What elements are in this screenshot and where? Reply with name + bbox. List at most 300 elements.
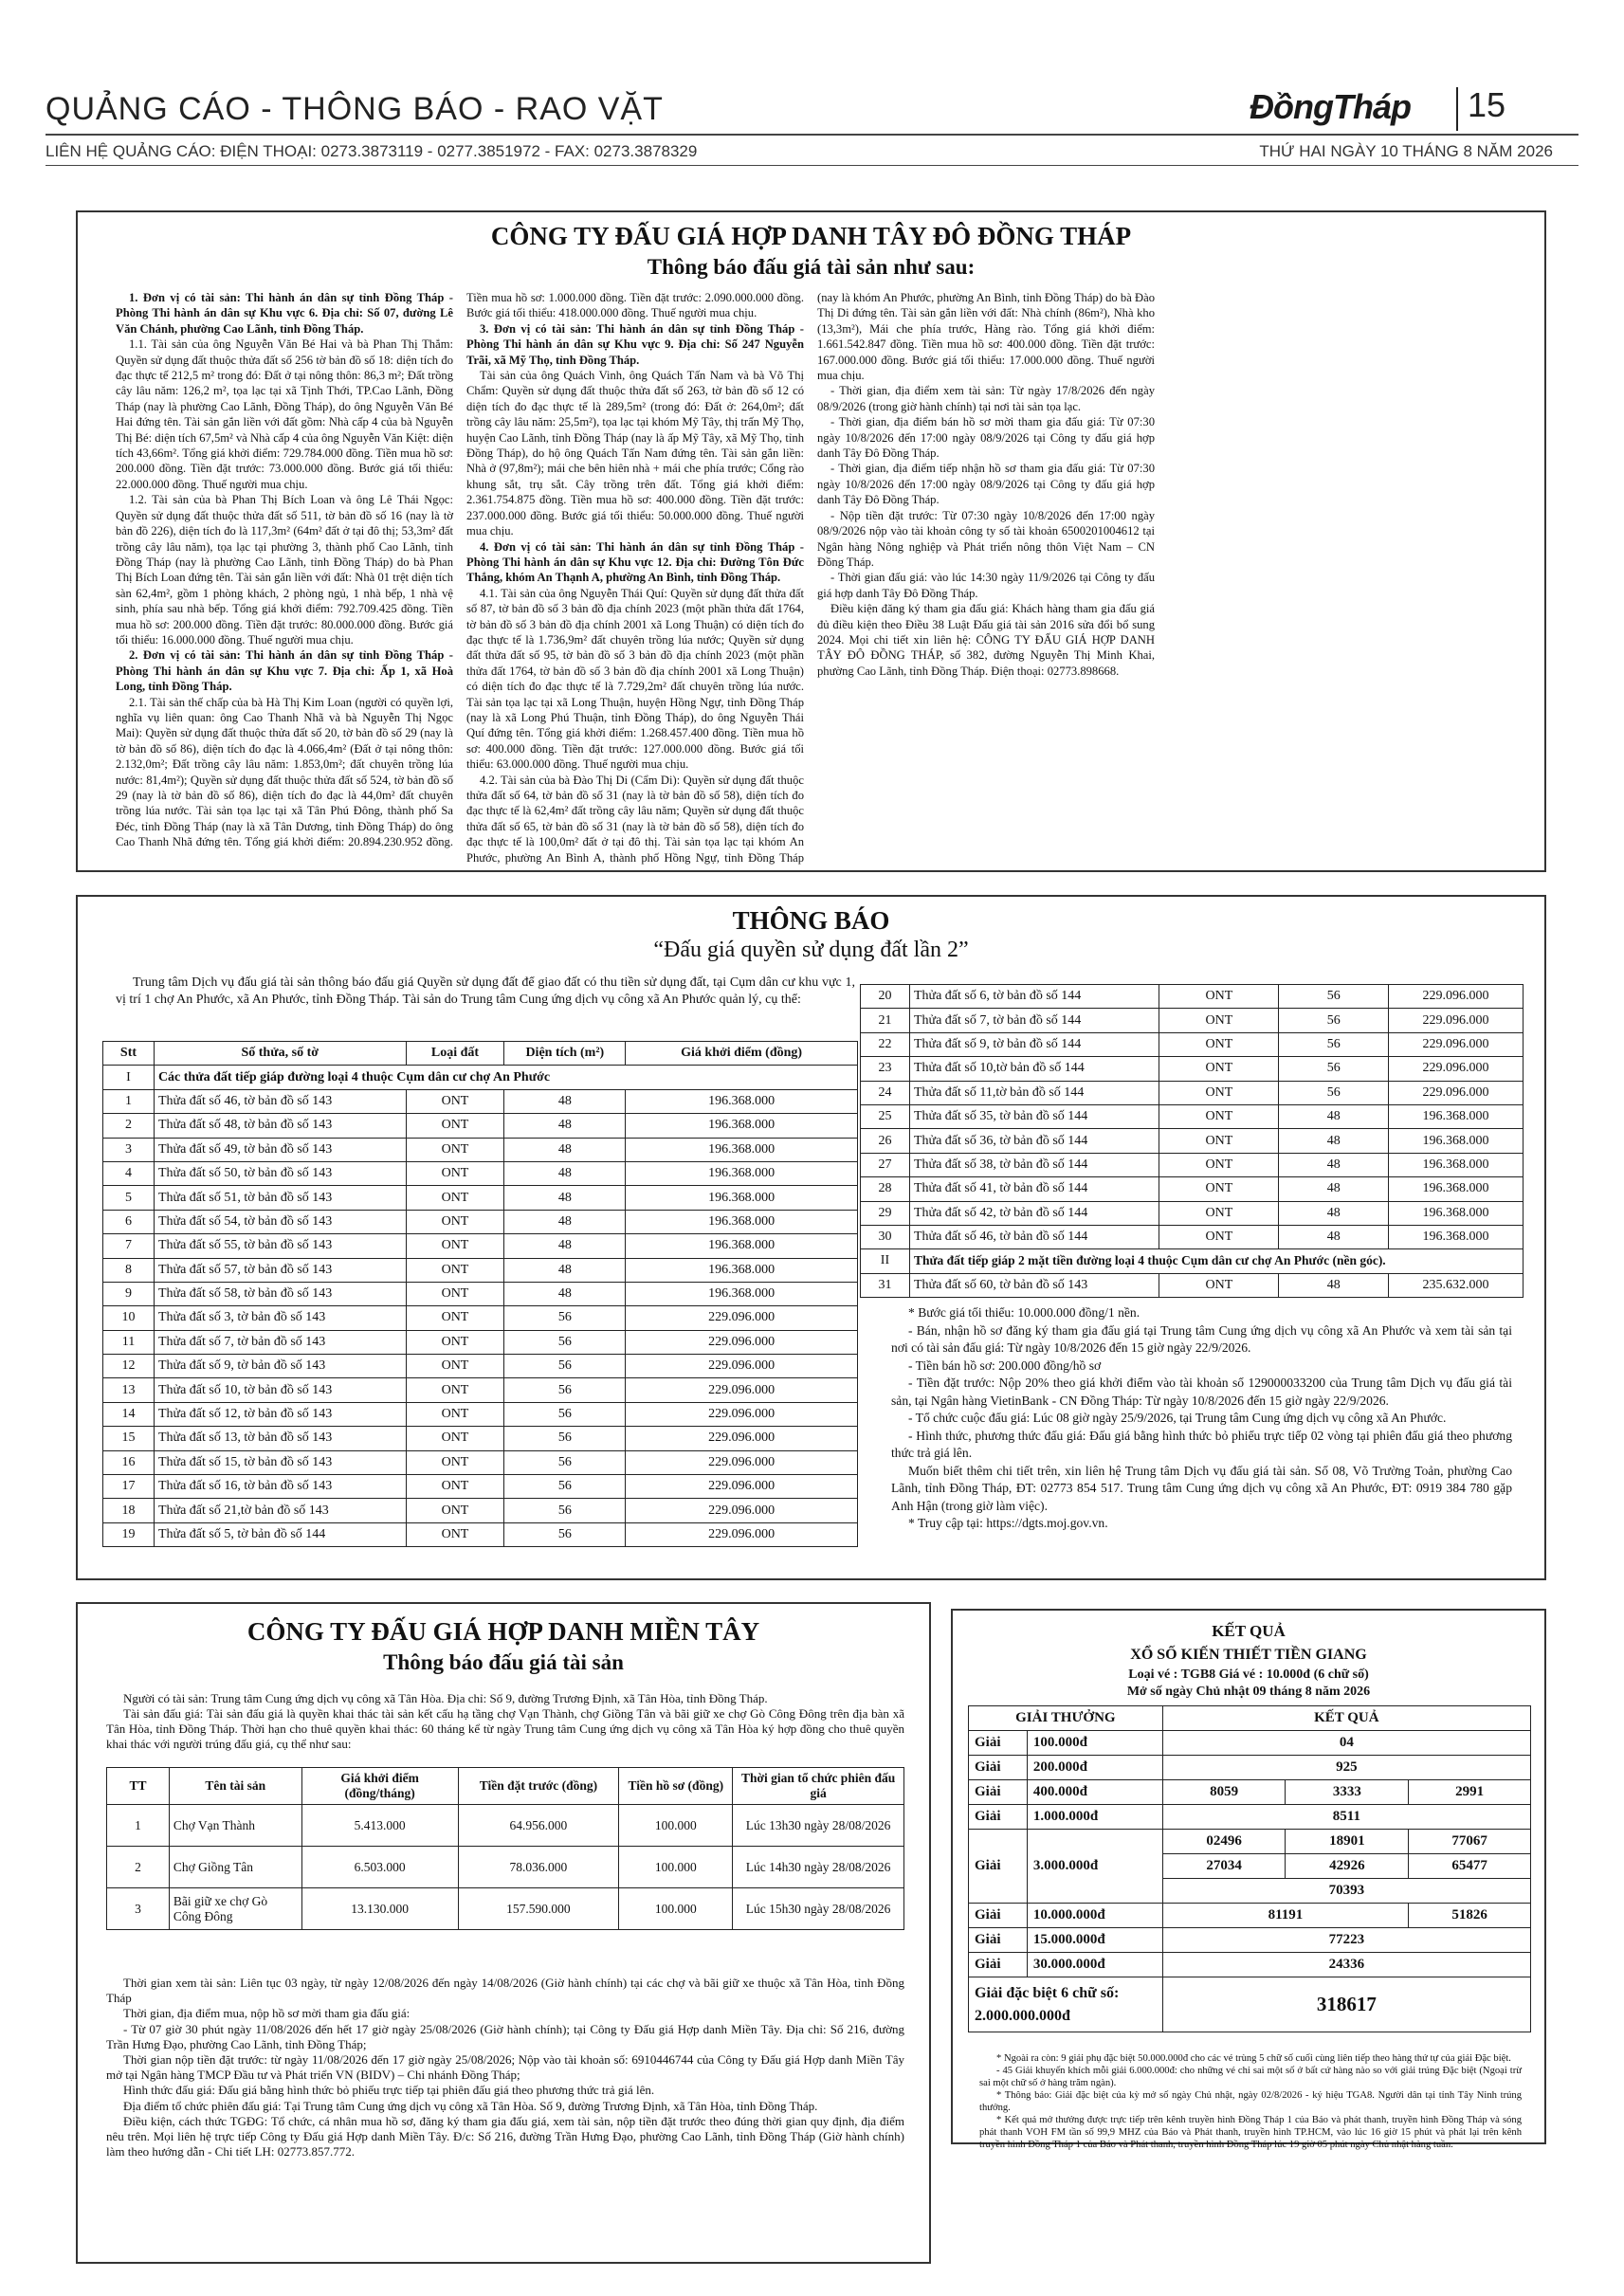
table-cell: Thửa đất số 10, tờ bản đồ số 143 bbox=[154, 1378, 406, 1402]
table-cell: ONT bbox=[406, 1234, 504, 1258]
table-cell: Bãi giữ xe chợ Gò Công Đông bbox=[169, 1888, 301, 1930]
winning-number: 51826 bbox=[1409, 1904, 1531, 1928]
table-cell: 27 bbox=[861, 1153, 910, 1176]
table-cell: 18 bbox=[103, 1499, 155, 1522]
notice-paragraph: Tài sản của ông Quách Vinh, ông Quách Tấn Nam và bà Võ Thị Chẩm: Quyền sử dụng đất thuộc thửa đất số 263, tờ bản đồ số 12 có diện tích đo đạc thực tế là 289,5m² (trong đó: Đất ở: 264,0m²; đất trồng cây lâu năm: 25,5m²), tọa lạc tại khóm Mỹ Tây, thị trấn Mỹ Thọ, huyện Cao Lãnh, tỉnh Đồng Tháp (nay là ấp Mỹ Tây, xã Mỹ Thọ, tỉnh Đồng Tháp), do hộ ông Quách Tấn Nam đứng tên. Tài sản gắn liền: Nhà ở (97,8m²); mái che bên hiên nhà + mái che phía trước; Cổng rào khung sắt, trụ sắt. Cây trồng trên đất. Tổng giá khởi điểm: 2.361.754.875 đồng. Tiền mua hồ sơ: 400.000 đồng. Tiền đặt trước: 237.000.000 đồng. Bước giá tối thiểu: 50.000.000 đồng. Thuế người mua chịu. bbox=[466, 369, 804, 538]
table-row bbox=[861, 1104, 1524, 1128]
column-header: Stt bbox=[103, 1042, 155, 1066]
table-cell: 13.130.000 bbox=[301, 1888, 458, 1930]
table-cell: 56 bbox=[504, 1355, 626, 1378]
table-cell: 196.368.000 bbox=[626, 1089, 858, 1113]
table-row bbox=[103, 1378, 858, 1402]
prize-header: GIẢI THƯỞNG bbox=[969, 1706, 1163, 1731]
prize-label: Giải bbox=[969, 1780, 1028, 1805]
auction-terms bbox=[106, 1976, 904, 2159]
auction-terms bbox=[891, 1304, 1512, 1533]
table-cell: Thửa đất số 35, tờ bản đồ số 144 bbox=[909, 1104, 1159, 1128]
table-cell: 28 bbox=[861, 1177, 910, 1201]
term-paragraph: * Bước giá tối thiểu: 10.000.000 đồng/1 nền. bbox=[908, 1305, 1140, 1320]
table-cell: 56 bbox=[1279, 1057, 1389, 1081]
notice-paragraph: 1.1. Tài sản của ông Nguyễn Văn Bé Hai và bà Phan Thị Thắm: Quyền sử dụng đất thuộc thửa đất số 256 tờ bản đồ số 18: diện tích đo đạc thực tế 212,5 m² trong đó: Đất ở tại nông thôn: 86,3 m²; Đất trồng cây lâu năm: 126,2 m², tọa lạc tại xã Tịnh Thới, TP.Cao Lãnh, Đồng Tháp (nay là phường Cao Lãnh, Đồng Tháp), do ông Nguyễn Văn Bé Hai đứng tên. Tài sản gắn liền với đất gồm: Nhà cấp 4 của bà Nguyễn Thị Bé: diện tích 67,5m² và Nhà cấp 4 của ông Nguyễn Văn Kiệt: diện tích 43,66m². Tổng giá khởi điểm: 729.784.000 đồng. Tiền mua hồ sơ: 200.000 đồng. Tiền đặt trước: 73.000.000 đồng. Bước giá tối thiểu: 22.000.000 đồng. Thuế người mua chịu. bbox=[116, 337, 453, 491]
table-cell: Thửa đất số 16, tờ bản đồ số 143 bbox=[154, 1475, 406, 1499]
table-cell: ONT bbox=[406, 1355, 504, 1378]
table-cell: Thửa đất số 46, tờ bản đồ số 144 bbox=[909, 1225, 1159, 1248]
note-paragraph: * Thông báo: Giải đặc biệt của kỳ mở số ngày Chủ nhật, ngày 02/8/2026 - ký hiệu TGA8. Người dân tại tỉnh Tây Ninh trúng thưởng. bbox=[979, 2090, 1522, 2113]
table-cell: 56 bbox=[504, 1330, 626, 1354]
table-row bbox=[103, 1138, 858, 1161]
table-row bbox=[861, 1057, 1524, 1081]
table-row bbox=[107, 1888, 904, 1930]
table-cell: Thửa đất số 5, tờ bản đồ số 144 bbox=[154, 1522, 406, 1546]
table-row bbox=[103, 1475, 858, 1499]
table-cell: Thửa đất số 48, tờ bản đồ số 143 bbox=[154, 1114, 406, 1138]
table-cell: 56 bbox=[504, 1306, 626, 1330]
table-cell: Lúc 13h30 ngày 28/08/2026 bbox=[733, 1805, 904, 1847]
winning-number: 65477 bbox=[1409, 1854, 1531, 1879]
table-cell: ONT bbox=[1159, 1057, 1279, 1081]
table-cell: 2 bbox=[103, 1114, 155, 1138]
winning-number: 42926 bbox=[1286, 1854, 1409, 1879]
notice-intro bbox=[116, 975, 855, 1009]
notice-body bbox=[116, 290, 1505, 866]
prize-row bbox=[969, 1780, 1531, 1805]
section-title: QUẢNG CÁO - THÔNG BÁO - RAO VẶT bbox=[46, 91, 664, 127]
table-cell: 196.368.000 bbox=[1389, 1201, 1524, 1225]
table-cell: ONT bbox=[406, 1258, 504, 1282]
winning-number: 24336 bbox=[1162, 1953, 1530, 1977]
group-number: II bbox=[861, 1249, 910, 1273]
table-cell: 2 bbox=[107, 1847, 170, 1888]
notice-paragraph: 4. Đơn vị có tài sản: Thi hành án dân sự tỉnh Đồng Tháp - Phòng Thi hành án dân sự Khu vực 12. Địa chỉ: Đường Tôn Đức Thắng, khóm An Thạnh A, phường An Bình, tỉnh Đồng Tháp. bbox=[466, 539, 804, 585]
table-cell: ONT bbox=[406, 1378, 504, 1402]
table-cell: 6 bbox=[103, 1210, 155, 1233]
table-cell: 235.632.000 bbox=[1389, 1273, 1524, 1297]
table-cell: Thửa đất số 58, tờ bản đồ số 143 bbox=[154, 1282, 406, 1305]
table-cell: 100.000 bbox=[619, 1888, 733, 1930]
table-cell: 6.503.000 bbox=[301, 1847, 458, 1888]
notice-paragraph: - Thời gian, địa điểm xem tài sản: Từ ngày 17/8/2026 đến ngày 08/9/2026 (trong giờ hành chính) tại nơi tài sản tọa lạc. bbox=[817, 384, 1155, 413]
table-cell: Thửa đất số 9, tờ bản đồ số 144 bbox=[909, 1032, 1159, 1056]
table-cell: 26 bbox=[861, 1129, 910, 1153]
table-cell: 157.590.000 bbox=[458, 1888, 619, 1930]
table-cell: 196.368.000 bbox=[626, 1138, 858, 1161]
table-cell: ONT bbox=[406, 1161, 504, 1185]
table-cell: 229.096.000 bbox=[626, 1427, 858, 1450]
table-cell: Thửa đất số 15, tờ bản đồ số 143 bbox=[154, 1450, 406, 1474]
table-cell: 196.368.000 bbox=[626, 1234, 858, 1258]
table-cell: 48 bbox=[1279, 1104, 1389, 1128]
prize-row bbox=[969, 1805, 1531, 1830]
table-cell: Thửa đất số 9, tờ bản đồ số 143 bbox=[154, 1355, 406, 1378]
winning-number: 8511 bbox=[1162, 1805, 1530, 1830]
table-cell: 56 bbox=[1279, 1081, 1389, 1104]
table-cell: Thửa đất số 41, tờ bản đồ số 144 bbox=[909, 1177, 1159, 1201]
table-cell: Lúc 14h30 ngày 28/08/2026 bbox=[733, 1847, 904, 1888]
table-cell: 229.096.000 bbox=[1389, 985, 1524, 1009]
table-cell: ONT bbox=[1159, 1032, 1279, 1056]
table-row bbox=[103, 1427, 858, 1450]
group-number: I bbox=[103, 1066, 155, 1089]
column-header: Giá khởi điểm (đồng/tháng) bbox=[301, 1768, 458, 1805]
term-paragraph: - Tổ chức cuộc đấu giá: Lúc 08 giờ ngày 25/9/2026, tại Trung tâm Cung ứng dịch vụ công xã An Phước. bbox=[908, 1411, 1447, 1425]
prize-table bbox=[968, 1705, 1531, 2032]
column-header: Số thửa, số tờ bbox=[154, 1042, 406, 1066]
prize-row bbox=[969, 1928, 1531, 1953]
header-rule-2 bbox=[46, 165, 1578, 166]
table-cell: 24 bbox=[861, 1081, 910, 1104]
notice-subtitle: “Đấu giá quyền sử dụng đất lần 2” bbox=[653, 938, 969, 962]
winning-number: 2991 bbox=[1409, 1780, 1531, 1805]
table-cell: 48 bbox=[504, 1114, 626, 1138]
term-paragraph: Muốn biết thêm chi tiết trên, xin liên hệ Trung tâm Dịch vụ đấu giá tài sản. Số 08, Võ Trường Toản, phường Cao Lãnh, tỉnh Đồng Tháp, ĐT: 02773 854 517. Trung tâm Cung ứng dịch vụ công xã An Phước, ĐT: 0919 384 780 gặp Anh Hận (trong giờ làm việc). bbox=[891, 1463, 1512, 1513]
table-cell: Lúc 15h30 ngày 28/08/2026 bbox=[733, 1888, 904, 1930]
table-cell: ONT bbox=[1159, 1009, 1279, 1032]
prize-label: Giải bbox=[969, 1928, 1028, 1953]
table-cell: 22 bbox=[861, 1032, 910, 1056]
table-cell: 196.368.000 bbox=[626, 1258, 858, 1282]
table-cell: Thửa đất số 57, tờ bản đồ số 143 bbox=[154, 1258, 406, 1282]
table-cell: 229.096.000 bbox=[1389, 1081, 1524, 1104]
ticket-info: Loại vé : TGB8 Giá vé : 10.000đ (6 chữ số) bbox=[1128, 1667, 1369, 1682]
table-cell: ONT bbox=[406, 1282, 504, 1305]
table-cell: Thửa đất số 38, tờ bản đồ số 144 bbox=[909, 1153, 1159, 1176]
table-row bbox=[103, 1450, 858, 1474]
table-cell: 64.956.000 bbox=[458, 1805, 619, 1847]
table-cell: 229.096.000 bbox=[1389, 1009, 1524, 1032]
notice-paragraph: 1.2. Tài sản của bà Phan Thị Bích Loan và ông Lê Thái Ngọc: Quyền sử dụng đất thuộc thửa đất số 511, tờ bản đồ số 16 (nay là tờ bản đồ 226), diện tích đo là 117,3m² (64m² đất ở tại đô thị; 53,3m² đất trồng cây lâu năm), tọa lạc tại phường 3, thành phố Cao Lãnh, tỉnh Đồng Tháp (nay là phường Cao Lãnh, tỉnh Đồng Tháp) do bà Phan Thị Bích Loan đứng tên. Tài sản gắn liền với đất: Nhà 01 trệt diện tích sàn 62,4m², gồm 1 phòng khách, 2 phòng ngủ, 1 nhà bếp, 1 nhà vệ sinh, phía sau nhà bếp. Tổng giá khởi điểm: 792.709.425 đồng. Tiền mua hồ sơ: 200.000 đồng. Tiền đặt trước: 80.000.000 đồng. Bước giá tối thiểu: 16.000.000 đồng. Thuế người mua chịu. bbox=[116, 493, 453, 647]
group-row bbox=[861, 1249, 1524, 1273]
table-cell: 196.368.000 bbox=[1389, 1177, 1524, 1201]
issue-date: THỨ HAI NGÀY 10 THÁNG 8 NĂM 2026 bbox=[1259, 142, 1553, 160]
notice-subtitle: Thông báo đấu giá tài sản bbox=[383, 1650, 624, 1674]
table-cell: ONT bbox=[1159, 1129, 1279, 1153]
table-cell: 229.096.000 bbox=[626, 1355, 858, 1378]
table-cell: Thửa đất số 55, tờ bản đồ số 143 bbox=[154, 1234, 406, 1258]
header-rule bbox=[46, 134, 1578, 136]
auction-notice-tay-do bbox=[76, 210, 1546, 872]
notice-paragraph: - Nộp tiền đặt trước: Từ 07:30 ngày 10/8/2026 đến 17:00 ngày 08/9/2026 nộp vào tài khoản công ty số tài khoản 6500201004612 tại Ngân hàng Nông nghiệp và Phát triển nông thôn Việt Nam – CN Đồng Tháp. bbox=[817, 508, 1155, 569]
table-row bbox=[103, 1089, 858, 1113]
table-cell: 20 bbox=[861, 985, 910, 1009]
lottery-name: XỔ SỐ KIẾN THIẾT TIỀN GIANG bbox=[1130, 1647, 1367, 1663]
draw-date: Mở số ngày Chủ nhật 09 tháng 8 năm 2026 bbox=[1126, 1685, 1371, 1699]
table-cell: 30 bbox=[861, 1225, 910, 1248]
table-row bbox=[103, 1186, 858, 1210]
term-paragraph: Thời gian xem tài sản: Liên tục 03 ngày, từ ngày 12/08/2026 đến ngày 14/08/2026 (Giờ hành chính) tại các chợ và bãi giữ xe thuộc xã Tân Hòa, tỉnh Đồng Tháp bbox=[106, 1976, 904, 2006]
table-cell: Chợ Vạn Thành bbox=[169, 1805, 301, 1847]
table-cell: Chợ Giồng Tân bbox=[169, 1847, 301, 1888]
term-paragraph: - Bán, nhận hồ sơ đăng ký tham gia đấu giá tại Trung tâm Cung ứng dịch vụ công xã An Phước và xem tài sản tại nơi có tài sản đấu giá: Từ ngày 10/8/2026 đến 15 giờ ngày 22/9/2026. bbox=[891, 1322, 1512, 1355]
table-cell: 56 bbox=[504, 1522, 626, 1546]
special-number: 318617 bbox=[1162, 1977, 1530, 2032]
table-cell: 48 bbox=[1279, 1153, 1389, 1176]
prize-amount: 30.000.000đ bbox=[1027, 1953, 1162, 1977]
table-cell: 10 bbox=[103, 1306, 155, 1330]
table-cell: ONT bbox=[406, 1522, 504, 1546]
table-cell: ONT bbox=[1159, 1201, 1279, 1225]
table-cell: ONT bbox=[1159, 1273, 1279, 1297]
table-cell: 31 bbox=[861, 1273, 910, 1297]
intro-text: Trung tâm Dịch vụ đấu giá tài sản thông báo đấu giá Quyền sử dụng đất để giao đất có thu tiền sử dụng đất, tại Cụm dân cư khu vực 1, vị trí 1 chợ An Phước, xã An Phước, tỉnh Đồng Tháp. Tài sản do Trung tâm Cung ứng dịch vụ công xã An Phước quản lý, cụ thể: bbox=[116, 975, 855, 1007]
winning-number: 70393 bbox=[1162, 1879, 1530, 1904]
table-cell: 48 bbox=[1279, 1129, 1389, 1153]
table-cell: Thửa đất số 54, tờ bản đồ số 143 bbox=[154, 1210, 406, 1233]
table-row bbox=[861, 1009, 1524, 1032]
table-cell: 48 bbox=[504, 1138, 626, 1161]
table-cell: 12 bbox=[103, 1355, 155, 1378]
table-cell: 8 bbox=[103, 1258, 155, 1282]
notice-intro bbox=[106, 1691, 904, 1752]
table-cell: ONT bbox=[406, 1402, 504, 1426]
company-name: CÔNG TY ĐẤU GIÁ HỢP DANH MIỀN TÂY bbox=[246, 1617, 760, 1646]
table-cell: 48 bbox=[504, 1186, 626, 1210]
winning-number: 02496 bbox=[1162, 1830, 1286, 1854]
table-cell: 56 bbox=[1279, 1032, 1389, 1056]
winning-number: 925 bbox=[1162, 1756, 1530, 1780]
auction-notice-mien-tay bbox=[76, 1602, 931, 2264]
prize-label: Giải bbox=[969, 1830, 1028, 1904]
prize-row bbox=[969, 1904, 1531, 1928]
notice-paragraph: - Thời gian, địa điểm tiếp nhận hồ sơ tham gia đấu giá: Từ 07:30 ngày 10/8/2026 đến 17:00 ngày 08/9/2026 tại Công ty đấu giá hợp danh Tây Đô Đồng Tháp. bbox=[817, 462, 1155, 507]
table-cell: Thửa đất số 10,tờ bản đồ số 144 bbox=[909, 1057, 1159, 1081]
group-label: Thửa đất tiếp giáp 2 mặt tiền đường loại 4 thuộc Cụm dân cư chợ An Phước (nền góc). bbox=[909, 1249, 1523, 1273]
table-cell: 78.036.000 bbox=[458, 1847, 619, 1888]
notice-paragraph: 2. Đơn vị có tài sản: Thi hành án dân sự tỉnh Đồng Tháp - Phòng Thi hành án dân sự Khu vực 7. Địa chỉ: Ấp 1, xã Hoà Long, tỉnh Đồng Tháp. bbox=[116, 648, 453, 694]
prize-label: Giải bbox=[969, 1731, 1028, 1756]
lottery-notes bbox=[979, 2052, 1522, 2151]
table-row bbox=[103, 1499, 858, 1522]
table-cell: 229.096.000 bbox=[626, 1450, 858, 1474]
table-cell: 100.000 bbox=[619, 1847, 733, 1888]
table-cell: Thửa đất số 12, tờ bản đồ số 143 bbox=[154, 1402, 406, 1426]
land-table-left bbox=[102, 1041, 858, 1547]
intro-paragraph: Tài sản đấu giá: Tài sản đấu giá là quyền khai thác tài sản kết cấu hạ tầng chợ Vạn Thành, chợ Giồng Tân và bãi giữ xe chợ Gò Công Đông trên địa bàn xã Tân Hòa, tỉnh Đồng Tháp. Thời hạn cho thuê quyền khai thác: 60 tháng kể từ ngày Trung tâm Cung ứng dịch vụ công xã Tân Hòa ký hợp đồng cho thuê quyền khai thác với người trúng đấu giá, cụ thể như sau: bbox=[106, 1706, 904, 1751]
table-cell: 23 bbox=[861, 1057, 910, 1081]
prize-amount: 200.000đ bbox=[1027, 1756, 1162, 1780]
table-cell: ONT bbox=[406, 1475, 504, 1499]
winning-number: 81191 bbox=[1162, 1904, 1408, 1928]
results-title: KẾT QUẢ bbox=[1212, 1622, 1286, 1640]
ad-contact: LIÊN HỆ QUẢNG CÁO: ĐIỆN THOẠI: 0273.3873119 - 0277.3851972 - FAX: 0273.3878329 bbox=[46, 142, 698, 160]
table-cell: 48 bbox=[504, 1089, 626, 1113]
note-paragraph: - 45 Giải khuyến khích mỗi giải 6.000.000đ: cho những vé chỉ sai một số ở bất cứ hàng nào so với giải trúng Đặc biệt (Ngoại trừ sai một chữ số ở hàng trăm ngàn). bbox=[979, 2066, 1522, 2088]
company-name: CÔNG TY ĐẤU GIÁ HỢP DANH TÂY ĐÔ ĐỒNG THÁP bbox=[490, 222, 1132, 250]
table-cell: ONT bbox=[1159, 1153, 1279, 1176]
table-cell: 48 bbox=[504, 1258, 626, 1282]
prize-amount: 1.000.000đ bbox=[1027, 1805, 1162, 1830]
table-cell: 13 bbox=[103, 1378, 155, 1402]
table-row bbox=[103, 1210, 858, 1233]
table-cell: 48 bbox=[504, 1210, 626, 1233]
prize-amount: 3.000.000đ bbox=[1027, 1830, 1162, 1904]
table-cell: 196.368.000 bbox=[626, 1186, 858, 1210]
table-cell: Thửa đất số 6, tờ bản đồ số 144 bbox=[909, 985, 1159, 1009]
table-cell: 17 bbox=[103, 1475, 155, 1499]
table-row bbox=[103, 1355, 858, 1378]
land-table-right bbox=[860, 984, 1524, 1298]
table-cell: ONT bbox=[406, 1210, 504, 1233]
table-row bbox=[103, 1306, 858, 1330]
notice-subtitle: Thông báo đấu giá tài sản như sau: bbox=[647, 255, 976, 279]
table-cell: Thửa đất số 11,tờ bản đồ số 144 bbox=[909, 1081, 1159, 1104]
table-cell: 100.000 bbox=[619, 1805, 733, 1847]
winning-number: 77067 bbox=[1409, 1830, 1531, 1854]
note-paragraph: * Kết quả mở thưởng được trực tiếp trên kênh truyền hình Đồng Tháp 1 của Báo và phát thanh, truyền hình Đồng Tháp và sóng phát thanh VOH FM tần số 99,9 MHZ của Báo và Phát thanh, truyền hình TP.HCM, vào lúc 16 giờ 15 phút và phát lại trên kênh truyền hình Đồng Tháp 1 của Báo và Phát thanh, truyền hình Đồng Tháp lúc 19 giờ 05 phút ngày Chủ nhật hàng tuần. bbox=[979, 2115, 1522, 2150]
term-paragraph: - Từ 07 giờ 30 phút ngày 11/08/2026 đến hết 17 giờ ngày 25/08/2026 (Giờ hành chính); tại Công ty Đấu giá Hợp danh Miền Tây. Địa chỉ: Số 216, đường Trần Hưng Đạo, phường Cao Lãnh, tỉnh Đồng Tháp; bbox=[106, 2021, 904, 2051]
table-cell: Thửa đất số 51, tờ bản đồ số 143 bbox=[154, 1186, 406, 1210]
term-paragraph: Điều kiện, cách thức TGĐG: Tổ chức, cá nhân mua hồ sơ, đăng ký tham gia đấu giá, xem tài sản, nộp tiền đặt trước theo đúng thời gian quy định, địa điểm nêu trên. Mọi liên hệ trực tiếp Công ty Đấu giá Hợp danh Miền Tây. Đ/c: Số 216, đường Trần Hưng Đạo, phường Cao Lãnh, tỉnh Đồng Tháp (Giờ hành chính) làm theo hướng dẫn - Chi tiết LH: 02773.857.772. bbox=[106, 2113, 904, 2159]
table-cell: Thửa đất số 3, tờ bản đồ số 143 bbox=[154, 1306, 406, 1330]
table-cell: Thửa đất số 46, tờ bản đồ số 143 bbox=[154, 1089, 406, 1113]
table-cell: ONT bbox=[406, 1427, 504, 1450]
table-cell: 29 bbox=[861, 1201, 910, 1225]
table-row bbox=[861, 1273, 1524, 1297]
table-cell: 48 bbox=[1279, 1273, 1389, 1297]
table-cell: 48 bbox=[504, 1161, 626, 1185]
table-row bbox=[103, 1330, 858, 1354]
notice-title: THÔNG BÁO bbox=[732, 906, 890, 935]
table-row bbox=[861, 1225, 1524, 1248]
table-row bbox=[861, 1177, 1524, 1201]
column-header: Tên tài sản bbox=[169, 1768, 301, 1805]
table-cell: Thửa đất số 60, tờ bản đồ số 143 bbox=[909, 1273, 1159, 1297]
table-cell: 5 bbox=[103, 1186, 155, 1210]
note-paragraph: * Ngoài ra còn: 9 giải phụ đặc biệt 50.000.000đ cho các vé trùng 5 chữ số cuối cùng liên tiếp theo hàng thứ tự của giải Đặc biệt. bbox=[996, 2053, 1511, 2064]
table-row bbox=[107, 1805, 904, 1847]
table-row bbox=[103, 1282, 858, 1305]
table-cell: 229.096.000 bbox=[626, 1330, 858, 1354]
table-cell: ONT bbox=[406, 1186, 504, 1210]
header-row bbox=[969, 1706, 1531, 1731]
table-cell: 48 bbox=[504, 1234, 626, 1258]
notice-paragraph: 4.1. Tài sản của ông Nguyễn Thái Quí: Quyền sử dụng đất thửa đất số 87, tờ bản đồ số 3 bản đồ địa chính 2023 (một phần thửa đất 1764, tờ bản đồ số 3 bản đồ địa chính 2001 xã Long Thuận) có diện tích đo đạc thực tế là 1.736,9m² đất chuyên trồng lúa nước; Quyền sử dụng đất thửa đất số 95, tờ bản đồ số 3 bản đồ địa chính 2023 (một phần thửa đất 1764, tờ bản đồ số 3 bản đồ địa chính 2001 xã Long Thuận) có diện tích đo đạc thực tế là 7.729,2m² đất chuyên trồng lúa nước. Tài sản tọa lạc tại xã Long Thuận, huyện Hồng Ngự, tỉnh Đồng Tháp (nay là xã Long Phú Thuận, tỉnh Đồng Tháp), do ông Nguyễn Thái Quí đứng tên. Tổng giá khởi điểm: 1.268.457.400 đồng. Tiền mua hồ sơ: 400.000 đồng. Tiền đặt trước: 127.000.000 đồng. Bước giá tối thiểu: 63.000.000 đồng. Thuế người mua chịu. bbox=[466, 586, 804, 772]
table-row bbox=[861, 1129, 1524, 1153]
prize-amount: 15.000.000đ bbox=[1027, 1928, 1162, 1953]
blank-space bbox=[951, 2144, 1546, 2264]
table-row bbox=[103, 1402, 858, 1426]
table-cell: 7 bbox=[103, 1234, 155, 1258]
prize-amount: 10.000.000đ bbox=[1027, 1904, 1162, 1928]
table-cell: ONT bbox=[406, 1114, 504, 1138]
table-cell: 56 bbox=[504, 1402, 626, 1426]
term-paragraph: Thời gian, địa điểm mua, nộp hồ sơ mời tham gia đấu giá: bbox=[123, 2006, 411, 2021]
table-cell: ONT bbox=[406, 1499, 504, 1522]
newspaper-logo: ĐồngTháp bbox=[1250, 87, 1411, 126]
table-cell: 196.368.000 bbox=[1389, 1153, 1524, 1176]
table-cell: 196.368.000 bbox=[1389, 1225, 1524, 1248]
winning-number: 8059 bbox=[1162, 1780, 1286, 1805]
table-cell: 48 bbox=[1279, 1201, 1389, 1225]
table-row bbox=[103, 1161, 858, 1185]
table-cell: 4 bbox=[103, 1161, 155, 1185]
table-cell: 229.096.000 bbox=[1389, 1057, 1524, 1081]
table-cell: ONT bbox=[1159, 1081, 1279, 1104]
winning-number: 04 bbox=[1162, 1731, 1530, 1756]
table-cell: ONT bbox=[406, 1138, 504, 1161]
special-row bbox=[969, 1977, 1531, 2032]
table-cell: 229.096.000 bbox=[626, 1378, 858, 1402]
column-header: TT bbox=[107, 1768, 170, 1805]
prize-label: Giải bbox=[969, 1904, 1028, 1928]
column-header: Thời gian tổ chức phiên đấu giá bbox=[733, 1768, 904, 1805]
table-cell: ONT bbox=[1159, 985, 1279, 1009]
prize-label: Giải bbox=[969, 1805, 1028, 1830]
notice-paragraph: - Thời gian đấu giá: vào lúc 14:30 ngày 11/9/2026 tại Công ty đấu giá hợp danh Tây Đô Đồng Tháp. bbox=[817, 571, 1155, 600]
table-cell: 229.096.000 bbox=[626, 1306, 858, 1330]
notice-paragraph: Điều kiện đăng ký tham gia đấu giá: Khách hàng tham gia đấu giá đủ điều kiện theo Điều 38 Luật Đấu giá tài sản 2016 sửa đổi bổ sung 2024. Mọi chi tiết xin liên hệ: CÔNG TY ĐẤU GIÁ HỢP DANH TÂY ĐÔ ĐỒNG THÁP, số 382, đường Nguyễn Thị Minh Khai, phường Cao Lãnh, tỉnh Đồng Tháp. Điện thoại: 02773.898668. bbox=[817, 602, 1155, 678]
table-cell: 56 bbox=[504, 1378, 626, 1402]
table-row bbox=[861, 1081, 1524, 1104]
special-amount: 2.000.000.000đ bbox=[975, 2007, 1070, 2024]
table-cell: 56 bbox=[1279, 985, 1389, 1009]
page-number: 15 bbox=[1468, 85, 1506, 124]
prize-label: Giải bbox=[969, 1756, 1028, 1780]
table-cell: 196.368.000 bbox=[626, 1114, 858, 1138]
table-row bbox=[107, 1847, 904, 1888]
intro-paragraph: Người có tài sản: Trung tâm Cung ứng dịch vụ công xã Tân Hòa. Địa chỉ: Số 9, đường Trương Định, xã Tân Hòa, tỉnh Đồng Tháp. bbox=[123, 1691, 768, 1705]
table-cell: 229.096.000 bbox=[626, 1475, 858, 1499]
table-cell: 229.096.000 bbox=[1389, 1032, 1524, 1056]
table-row bbox=[103, 1258, 858, 1282]
table-cell: ONT bbox=[406, 1330, 504, 1354]
market-table bbox=[106, 1767, 904, 1930]
table-row bbox=[103, 1234, 858, 1258]
table-row bbox=[861, 985, 1524, 1009]
table-cell: ONT bbox=[406, 1089, 504, 1113]
table-cell: 48 bbox=[1279, 1225, 1389, 1248]
result-header: KẾT QUẢ bbox=[1162, 1706, 1530, 1731]
table-cell: 56 bbox=[504, 1499, 626, 1522]
column-header: Giá khởi điểm (đồng) bbox=[626, 1042, 858, 1066]
table-row bbox=[861, 1032, 1524, 1056]
table-cell: 1 bbox=[103, 1089, 155, 1113]
land-auction-notice bbox=[76, 895, 1546, 1580]
table-cell: 196.368.000 bbox=[1389, 1104, 1524, 1128]
lottery-results bbox=[951, 1609, 1546, 2150]
special-prize bbox=[969, 1977, 1163, 2032]
table-row bbox=[861, 1201, 1524, 1225]
prize-label: Giải bbox=[969, 1953, 1028, 1977]
table-cell: Thửa đất số 21,tờ bản đồ số 143 bbox=[154, 1499, 406, 1522]
notice-paragraph: 4.2. Tài sản của bà Đào Thị Di (Cẩm Di): Quyền sử dụng đất thuộc thửa đất số 64, tờ bản đồ số 31 (nay là tờ bản đồ số 58), diện tích đo đạc thực tế là 62,4m² đất trồng cây lâu năm; Quyền sử dụng đất thuộc thửa đất số 65, tờ bản đồ số 31 (nay là tờ bản đồ số 58), diện tích đo đạc thực tế là 100,0m² đất ở tại đô thị. Tài sản tọa lạc tại khóm An Phước, phường An Bình A, thành phố Hồng Ngự, tỉnh Đồng Tháp (nay là khóm An Phước, phường An Bình, tỉnh Đồng Tháp) do bà Đào Thị Di đứng tên. Tài sản gắn liền với đất: Nhà chính (86m²), Nhà kho (13,3m²), Mái che phía trước, Hàng rào. Tổng giá khởi điểm: 1.661.542.847 đồng. Tiền mua hồ sơ: 400.000 đồng. Tiền đặt trước: 167.000.000 đồng. Bước giá tối thiểu: 17.000.000 đồng. Thuế người mua chịu. bbox=[466, 291, 1155, 865]
table-cell: Thửa đất số 13, tờ bản đồ số 143 bbox=[154, 1427, 406, 1450]
table-cell: 196.368.000 bbox=[626, 1210, 858, 1233]
table-cell: Thửa đất số 50, tờ bản đồ số 143 bbox=[154, 1161, 406, 1185]
prize-row bbox=[969, 1756, 1531, 1780]
table-cell: 11 bbox=[103, 1330, 155, 1354]
table-cell: 196.368.000 bbox=[1389, 1129, 1524, 1153]
table-cell: 56 bbox=[504, 1475, 626, 1499]
table-cell: 14 bbox=[103, 1402, 155, 1426]
term-paragraph: - Tiền bán hồ sơ: 200.000 đồng/hồ sơ bbox=[908, 1358, 1102, 1373]
table-cell: 3 bbox=[103, 1138, 155, 1161]
table-cell: 5.413.000 bbox=[301, 1805, 458, 1847]
table-cell: Thửa đất số 36, tờ bản đồ số 144 bbox=[909, 1129, 1159, 1153]
table-cell: 56 bbox=[504, 1450, 626, 1474]
table-row bbox=[861, 1153, 1524, 1176]
table-cell: 16 bbox=[103, 1450, 155, 1474]
prize-row bbox=[969, 1830, 1531, 1854]
table-cell: Thửa đất số 7, tờ bản đồ số 144 bbox=[909, 1009, 1159, 1032]
table-cell: 25 bbox=[861, 1104, 910, 1128]
special-label: Giải đặc biệt 6 chữ số: bbox=[975, 1984, 1120, 2001]
notice-paragraph: 3. Đơn vị có tài sản: Thi hành án dân sự tỉnh Đồng Tháp - Phòng Thi hành án dân sự Khu vực 9. Địa chỉ: Số 247 Nguyễn Trãi, xã Mỹ Thọ, tỉnh Đồng Tháp. bbox=[466, 321, 804, 367]
table-cell: 196.368.000 bbox=[626, 1282, 858, 1305]
prize-row bbox=[969, 1953, 1531, 1977]
group-label: Các thửa đất tiếp giáp đường loại 4 thuộc Cụm dân cư chợ An Phước bbox=[154, 1066, 857, 1089]
table-cell: ONT bbox=[1159, 1225, 1279, 1248]
table-cell: 48 bbox=[1279, 1177, 1389, 1201]
